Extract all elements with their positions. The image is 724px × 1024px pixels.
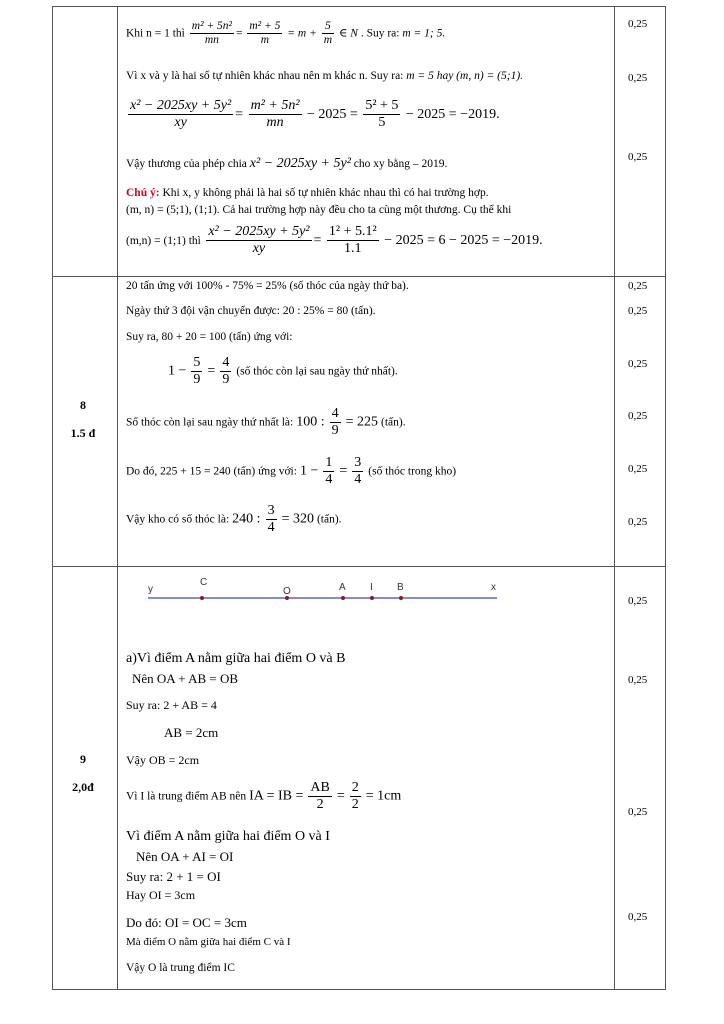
q8-line-6: Do đó, 225 + 15 = 240 (tấn) ứng với: 1 − $\frac{1}{4}$ = $\frac{3}{4}$ (số thóc trong kho) (126, 455, 457, 488)
question-points: 1.5 đ (70, 426, 96, 440)
label-x: x (491, 582, 496, 593)
q9-line-3: Suy ra: 2 + AB = 4 (126, 698, 217, 712)
q9-line-1: a)Vì điểm A nằm giữa hai điểm O và B (126, 651, 346, 666)
q8-line-3: Suy ra, 80 + 20 = 100 (tấn) ứng với: (126, 331, 293, 343)
q9-line-9: Suy ra: 2 + 1 = OI (126, 869, 221, 884)
score: 0,25 (628, 18, 648, 30)
q8-line-7: Vậy kho có số thóc là: 240 : $\frac{3}{4}$ = 320 (tấn). (126, 503, 342, 536)
score: 0,25 (628, 806, 648, 818)
score: 0,25 (628, 674, 648, 686)
q7-line-5: (m,n) = (1;1) thì $\frac{\text{x² − 2025xy + 5y²}}{xy}$ = $\frac{\text{1² + 5.1²}}{1.1}$ − 2025 = 6 − 2025 = −2019. (126, 224, 543, 257)
score: 0,25 (628, 911, 648, 923)
question-points: 2,0đ (72, 780, 94, 794)
q9-line-4: AB = 2cm (164, 725, 219, 740)
point-a (341, 596, 345, 600)
label-a: A (339, 582, 346, 593)
q9-line-5: Vậy OB = 2cm (126, 753, 200, 767)
q7-note-line-2: (m, n) = (5;1), (1;1). Cả hai trường hợp này đều cho ta cùng một thương. Cụ thể khi (126, 204, 512, 216)
label-o: O (283, 586, 291, 597)
row-divider (53, 276, 665, 277)
score: 0,25 (628, 151, 648, 163)
score: 0,25 (628, 463, 648, 475)
score: 0,25 (628, 516, 648, 528)
q7-line-3: $\frac{\text{x² − 2025xy + 5y²}}{xy}$ = $\frac{\text{m² + 5n²}}{mn}$ − 2025 = $\frac{\text{5² + 5}}{5}$ − 2025 = −2019. (130, 98, 500, 131)
q7-line-4: Vậy thương của phép chia x² − 2025xy + 5y² cho xy bằng – 2019. (126, 156, 448, 171)
q8-line-4: 1 − $\frac{5}{9}$ = $\frac{4}{9}$ (số thóc còn lại sau ngày thứ nhất). (168, 355, 398, 388)
q8-line-1: 20 tấn ứng với 100% - 75% = 25% (số thóc của ngày thứ ba). (126, 280, 409, 292)
label-y: y (148, 584, 153, 595)
point-i (370, 596, 374, 600)
q9-line-2: Nên OA + AB = OB (132, 671, 239, 686)
question-number: 8 (80, 398, 86, 412)
point-c (200, 596, 204, 600)
score: 0,25 (628, 358, 648, 370)
q9-line-12: Mà điểm O nằm giữa hai điểm C và I (126, 936, 291, 948)
score: 0,25 (628, 305, 648, 317)
q7-line-2: Vì x và y là hai số tự nhiên khác nhau nên m khác n. Suy ra: m = 5 hay (m, n) = (5;1). (126, 70, 524, 82)
q8-line-5: Số thóc còn lại sau ngày thứ nhất là: 100 : $\frac{4}{9}$ = 225 (tấn). (126, 406, 406, 439)
question-number: 9 (80, 752, 86, 766)
q7-note: Chú ý: Khi x, y không phải là hai số tự nhiên khác nhau thì có hai trường hợp. (126, 187, 489, 199)
q9-line-11: Do đó: OI = OC = 3cm (126, 915, 247, 930)
column-divider (614, 7, 615, 989)
label-b: B (397, 582, 404, 593)
q7-line-1: Khi n = 1 thì $\frac{\text{m² + 5n²}}{mn}$ = $\frac{\text{m² + 5}}{m}$ = m + $\frac{5}{m}$ ∈ N . Suy ra: m = 1; 5. (126, 20, 446, 47)
row-divider (53, 566, 665, 567)
score: 0,25 (628, 595, 648, 607)
point-b (399, 596, 403, 600)
score: 0,25 (628, 72, 648, 84)
label-c: C (200, 577, 208, 588)
line-figure (140, 572, 510, 612)
score: 0,25 (628, 280, 648, 292)
q9-line-13: Vậy O là trung điểm IC (126, 962, 235, 974)
label-i: I (370, 582, 373, 593)
score: 0,25 (628, 410, 648, 422)
column-divider (117, 7, 118, 989)
q9-line-8: Nên OA + AI = OI (136, 849, 234, 864)
q8-line-2: Ngày thứ 3 đội vận chuyển được: 20 : 25% = 80 (tấn). (126, 305, 376, 317)
q9-line-6: Vì I là trung điểm AB nên IA = IB = $\frac{AB}{2}$ = $\frac{2}{2}$ = 1cm (126, 780, 402, 813)
q9-line-7: Vì điểm A nằm giữa hai điểm O và I (126, 829, 330, 844)
q9-line-10: Hay OI = 3cm (126, 888, 196, 902)
